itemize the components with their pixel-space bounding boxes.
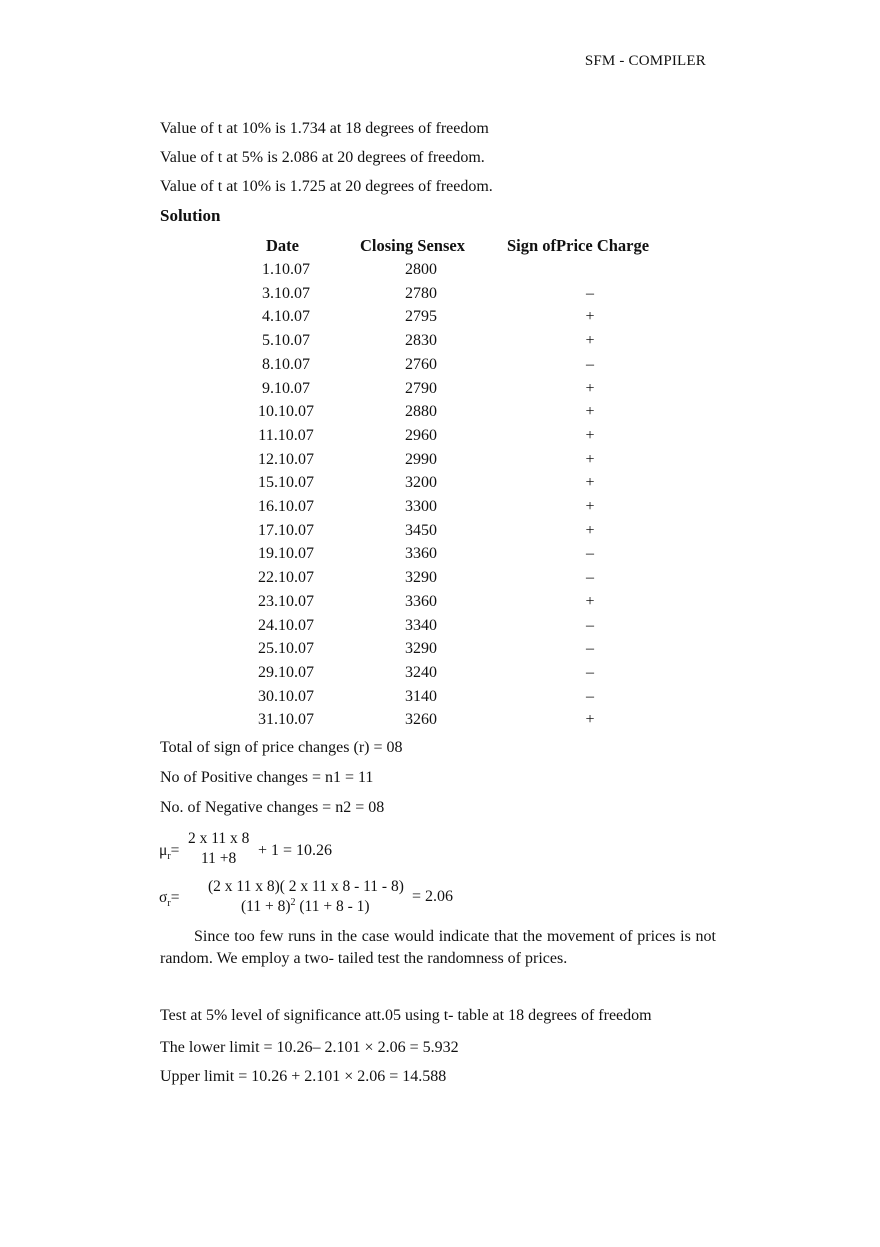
cell-date: 8.10.07 — [262, 356, 310, 373]
cell-sign: + — [585, 474, 595, 491]
cell-closing-sensex: 3260 — [405, 711, 437, 728]
sigma-numerator: (2 x 11 x 8)( 2 x 11 x 8 - 11 - 8) — [208, 878, 404, 895]
lower-limit-line: The lower limit = 10.26– 2.101 × 2.06 = 5.932 — [160, 1039, 459, 1056]
upper-limit-line: Upper limit = 10.26 + 2.101 × 2.06 = 14.588 — [160, 1068, 447, 1085]
cell-sign: + — [585, 711, 595, 728]
cell-date: 11.10.07 — [258, 427, 314, 444]
cell-sign: + — [585, 427, 595, 444]
cell-sign: – — [586, 664, 594, 681]
mu-result: + 1 = 10.26 — [258, 842, 333, 859]
intro-line-3: Value of t at 10% is 1.725 at 20 degrees of freedom. — [160, 178, 493, 195]
cell-date: 12.10.07 — [258, 451, 314, 468]
cell-closing-sensex: 3200 — [405, 474, 437, 491]
cell-closing-sensex: 3340 — [405, 617, 437, 634]
cell-closing-sensex: 2880 — [405, 403, 437, 420]
cell-closing-sensex: 3140 — [405, 688, 437, 705]
cell-sign: – — [586, 688, 594, 705]
mu-label: $\mu_r=$ — [159, 842, 180, 863]
cell-closing-sensex: 3240 — [405, 664, 437, 681]
sigma-label: $\sigma_r=$ — [159, 889, 180, 910]
cell-closing-sensex: 3360 — [405, 545, 437, 562]
sigma-denominator: $(11 + 8)^2$ (11 + 8 - 1) — [241, 897, 370, 916]
cell-closing-sensex: 2760 — [405, 356, 437, 373]
cell-closing-sensex: 2800 — [405, 261, 437, 278]
intro-line-2: Value of t at 5% is 2.086 at 20 degrees of freedom. — [160, 149, 485, 166]
cell-closing-sensex: 3300 — [405, 498, 437, 515]
cell-sign: + — [585, 332, 595, 349]
cell-sign: – — [586, 569, 594, 586]
cell-date: 1.10.07 — [262, 261, 310, 278]
header-closing-sensex: Closing Sensex — [360, 236, 465, 255]
cell-date: 5.10.07 — [262, 332, 310, 349]
cell-date: 10.10.07 — [258, 403, 314, 420]
solution-heading: Solution — [160, 206, 221, 225]
cell-date: 15.10.07 — [258, 474, 314, 491]
cell-sign: + — [585, 451, 595, 468]
cell-date: 3.10.07 — [262, 285, 310, 302]
cell-date: 24.10.07 — [258, 617, 314, 634]
test-line: Test at 5% level of significance att.05 using t- table at 18 degrees of freedom — [160, 1007, 652, 1024]
sigma-result: = 2.06 — [412, 888, 454, 905]
cell-sign: – — [586, 545, 594, 562]
cell-closing-sensex: 3290 — [405, 569, 437, 586]
cell-date: 31.10.07 — [258, 711, 314, 728]
cell-closing-sensex: 2830 — [405, 332, 437, 349]
cell-date: 23.10.07 — [258, 593, 314, 610]
cell-closing-sensex: 2780 — [405, 285, 437, 302]
cell-date: 22.10.07 — [258, 569, 314, 586]
cell-sign: – — [586, 640, 594, 657]
cell-sign: + — [585, 498, 595, 515]
cell-closing-sensex: 2990 — [405, 451, 437, 468]
summary-negative: No. of Negative changes = n2 = 08 — [160, 799, 385, 816]
cell-sign: + — [585, 308, 595, 325]
cell-date: 9.10.07 — [262, 380, 310, 397]
cell-date: 29.10.07 — [258, 664, 314, 681]
intro-line-1: Value of t at 10% is 1.734 at 18 degrees of freedom — [160, 120, 489, 137]
cell-sign: – — [586, 617, 594, 634]
cell-sign: – — [586, 356, 594, 373]
summary-positive: No of Positive changes = n1 = 11 — [160, 769, 374, 786]
mu-numerator: 2 x 11 x 8 — [188, 830, 250, 847]
cell-closing-sensex: 3360 — [405, 593, 437, 610]
cell-closing-sensex: 2795 — [405, 308, 437, 325]
cell-sign: + — [585, 380, 595, 397]
cell-closing-sensex: 3290 — [405, 640, 437, 657]
mu-denominator: 11 +8 — [201, 850, 237, 867]
cell-closing-sensex: 2960 — [405, 427, 437, 444]
header-sign: Sign ofPrice Charge — [507, 236, 650, 255]
header-date: Date — [266, 236, 299, 255]
page-header: SFM - COMPILER — [584, 53, 706, 69]
cell-date: 4.10.07 — [262, 308, 310, 325]
cell-date: 25.10.07 — [258, 640, 314, 657]
cell-sign: + — [585, 522, 595, 539]
explanation-paragraph: Since too few runs in the case would indicate that the movement of prices is not random. We employ a two- tailed test the randomness of prices. — [160, 928, 716, 967]
cell-closing-sensex: 3450 — [405, 522, 437, 539]
cell-sign: + — [585, 403, 595, 420]
summary-total: Total of sign of price changes (r) = 08 — [160, 739, 403, 756]
cell-sign: + — [585, 593, 595, 610]
cell-date: 16.10.07 — [258, 498, 314, 515]
cell-closing-sensex: 2790 — [405, 380, 437, 397]
cell-sign: – — [586, 285, 594, 302]
cell-date: 30.10.07 — [258, 688, 314, 705]
cell-date: 17.10.07 — [258, 522, 314, 539]
cell-date: 19.10.07 — [258, 545, 314, 562]
